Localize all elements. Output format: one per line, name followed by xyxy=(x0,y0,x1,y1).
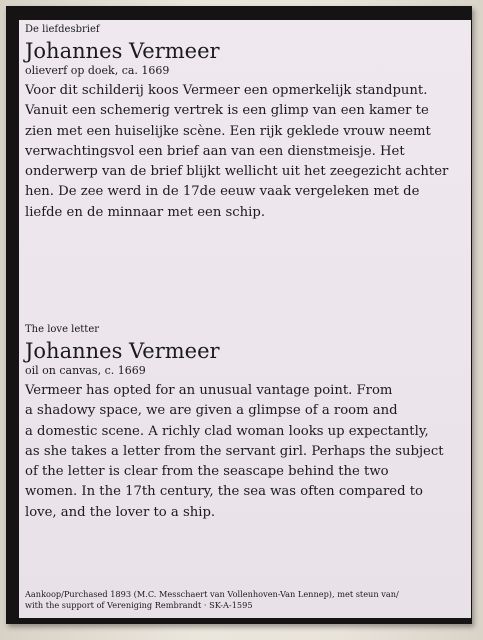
english-section xyxy=(25,324,465,523)
english-description-line: Vermeer has opted for an unusual vantage point. From xyxy=(25,383,393,398)
english-description-line: as she takes a letter from the servant girl. Perhaps the subject xyxy=(25,443,444,459)
english-description-line: a domestic scene. A richly clad woman looks up expectantly, xyxy=(25,423,429,439)
dutch-description-line: liefde en de minnaar met een schip. xyxy=(25,204,266,220)
dutch-description-line: Voor dit schilderij koos Vermeer een opmerkelijk standpunt. xyxy=(25,83,428,98)
english-description-line: a shadowy space, we are given a glimpse of a room and xyxy=(25,403,398,419)
dutch-description-line: onderwerp van de brief blijkt wellicht uit het zeegezicht achter xyxy=(25,164,449,180)
credit-line: Aankoop/Purchased 1893 (M.C. Messchaert van Vollenhoven-Van Lennep), met steun van/ xyxy=(25,589,399,599)
english-description-line: of the letter is clear from the seascape behind the two xyxy=(25,464,389,480)
museum-label-card xyxy=(19,20,471,618)
dutch-description-line: Vanuit een schemerig vertrek is een glimp van een kamer te xyxy=(25,103,429,119)
english-title: The love letter xyxy=(25,324,100,335)
label-frame xyxy=(6,6,472,624)
acquisition-credit xyxy=(25,589,469,611)
english-description-line: love, and the lover to a ship. xyxy=(25,504,216,520)
english-artist-name: Johannes Vermeer xyxy=(25,339,220,363)
dutch-description-line: zien met een huiselijke scène. Een rijk geklede vrouw neemt xyxy=(25,123,431,139)
english-description xyxy=(25,381,465,523)
english-description-line: women. In the 17th century, the sea was often compared to xyxy=(25,484,423,500)
dutch-title: De liefdesbrief xyxy=(25,24,100,35)
dutch-description xyxy=(25,81,465,223)
dutch-section xyxy=(25,24,465,223)
english-medium-date: oil on canvas, c. 1669 xyxy=(25,364,146,377)
dutch-description-line: hen. De zee werd in de 17de eeuw vaak vergeleken met de xyxy=(25,184,420,200)
dutch-artist-name: Johannes Vermeer xyxy=(25,39,220,63)
dutch-medium-date: olieverf op doek, ca. 1669 xyxy=(25,64,170,77)
dutch-description-line: verwachtingsvol een brief aan van een dienstmeisje. Het xyxy=(25,143,405,159)
credit-line: with the support of Vereniging Rembrandt · SK-A-1595 xyxy=(25,600,253,610)
